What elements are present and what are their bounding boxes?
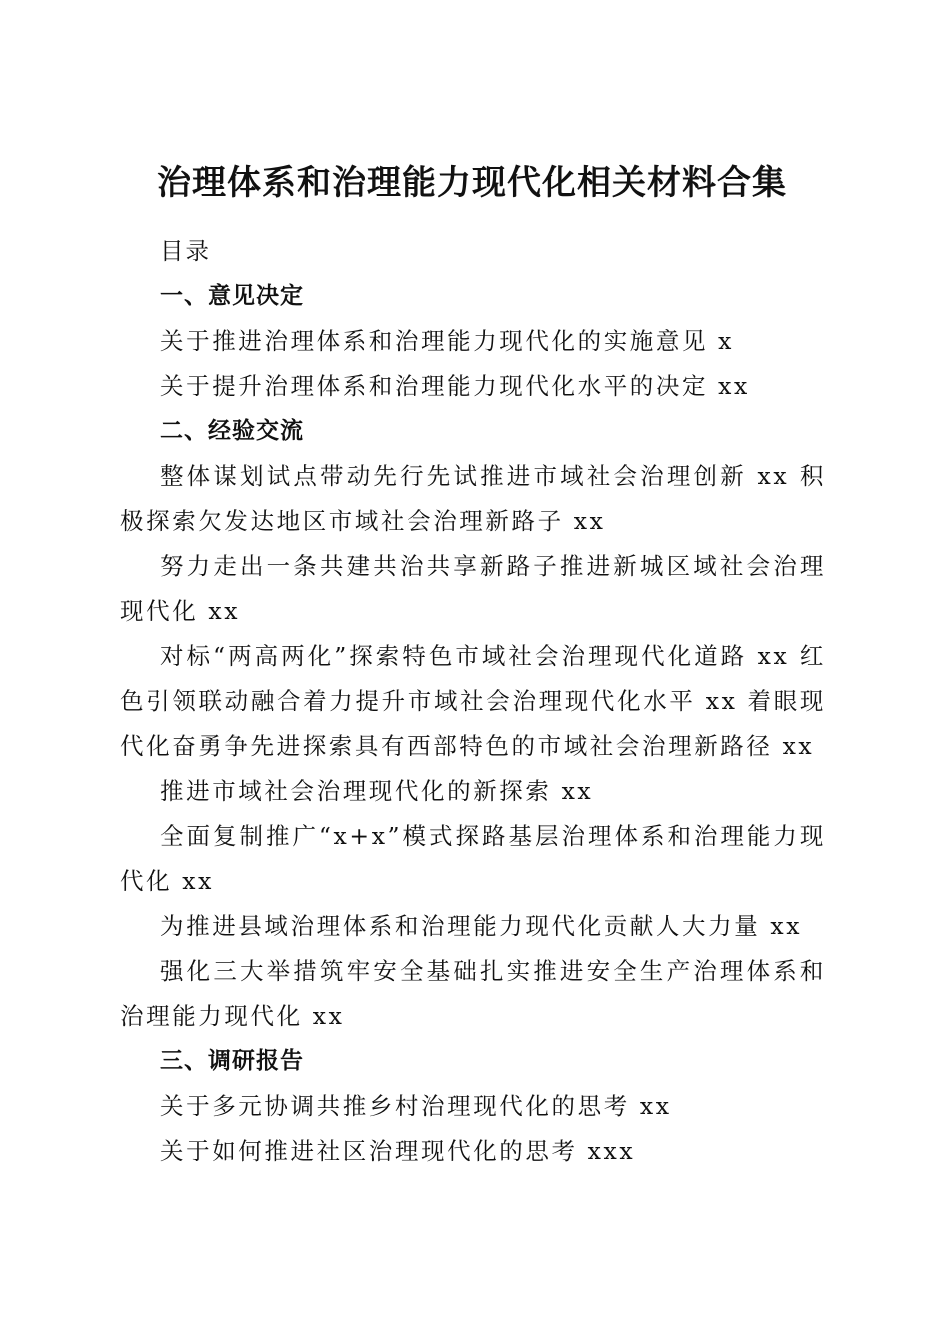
toc-entry: 对标“两高两化”探索特色市域社会治理现代化道路 xx 红色引领联动融合着力提升市域社会治理现代化水平 xx 着眼现代化奋勇争先进探索具有西部特色的市域社会治理新路径 xx [120,642,826,760]
toc-entry: 关于多元协调共推乡村治理现代化的思考 xx [160,1092,672,1120]
toc-entry: 关于推进治理体系和治理能力现代化的实施意见 x [160,327,735,355]
toc-entry: 为推进县域治理体系和治理能力现代化贡献人大力量 xx [160,912,803,940]
toc-entry: 关于提升治理体系和治理能力现代化水平的决定 xx [160,372,750,400]
toc-entry: 关于如何推进社区治理现代化的思考 xxx [160,1137,636,1165]
toc-entry: 全面复制推广“x+x”模式探路基层治理体系和治理能力现代化 xx [120,822,826,895]
section-heading-research: 三、调研报告 [160,1048,304,1074]
toc-entry: 整体谋划试点带动先行先试推进市域社会治理创新 xx 积极探索欠发达地区市域社会治理新路子 xx [120,462,826,535]
section-heading-opinions: 一、意见决定 [160,283,304,309]
toc-entry: 强化三大举措筑牢安全基础扎实推进安全生产治理体系和治理能力现代化 xx [120,957,826,1030]
toc-entry: 推进市域社会治理现代化的新探索 xx [160,777,594,805]
toc-entry: 努力走出一条共建共治共享新路子推进新城区域社会治理现代化 xx [120,552,826,625]
section-heading-experience: 二、经验交流 [160,418,304,444]
document-body [120,229,826,1174]
toc-label: 目录 [160,237,211,265]
document-title: 治理体系和治理能力现代化相关材料合集 [157,162,787,203]
